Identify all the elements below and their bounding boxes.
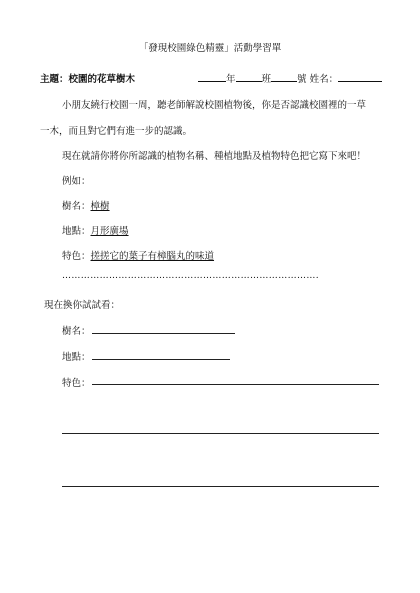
feature-answer-line-3[interactable] [62, 486, 379, 487]
number-label: 號 [297, 74, 307, 85]
year-blank[interactable] [198, 71, 226, 82]
example-place-row [62, 223, 129, 237]
feature-answer-line-2[interactable] [62, 433, 379, 434]
tree-answer-line[interactable] [92, 333, 235, 334]
exercise-tree-label: 樹名： [62, 326, 91, 337]
place-answer-line[interactable] [92, 359, 230, 360]
example-place-label: 地點： [62, 226, 91, 237]
example-heading: 例如： [62, 176, 91, 187]
student-info-row [198, 71, 382, 85]
dotted-separator: ………………………………………………………………………. [62, 271, 320, 281]
example-place-value: 月形廣場 [90, 226, 129, 237]
class-label: 班 [261, 74, 272, 85]
number-blank[interactable] [271, 71, 297, 82]
example-tree-row [62, 198, 110, 212]
worksheet-title: 「發現校園綠色精靈」活動學習單 [138, 43, 282, 54]
feature-answer-line-1[interactable] [92, 384, 379, 385]
class-blank[interactable] [236, 71, 262, 82]
example-feature-label: 特色： [62, 251, 91, 262]
intro-line-2: 一木，而且對它們有進一步的認識。 [40, 126, 193, 137]
instruction-text: 現在就請你將你所認識的植物名稱、種植地點及植物特色把它寫下來吧！ [62, 151, 367, 162]
name-label: 姓名： [309, 74, 339, 85]
year-label: 年 [226, 74, 236, 85]
exercise-feature-label: 特色： [62, 378, 91, 389]
example-feature-value: 搓搓它的葉子有樟腦丸的味道 [90, 251, 215, 262]
example-tree-value: 樟樹 [90, 201, 110, 212]
exercise-heading: 現在換你試試看： [44, 300, 121, 311]
example-feature-row [62, 248, 214, 262]
intro-line-1: 小朋友繞行校園一周，聽老師解說校園植物後，你是否認識校園裡的一草 [62, 100, 367, 111]
topic-heading: 主題：校園的花草樹木 [40, 74, 136, 85]
example-tree-label: 樹名： [62, 201, 91, 212]
exercise-place-label: 地點： [62, 352, 91, 363]
name-blank[interactable] [338, 71, 382, 82]
